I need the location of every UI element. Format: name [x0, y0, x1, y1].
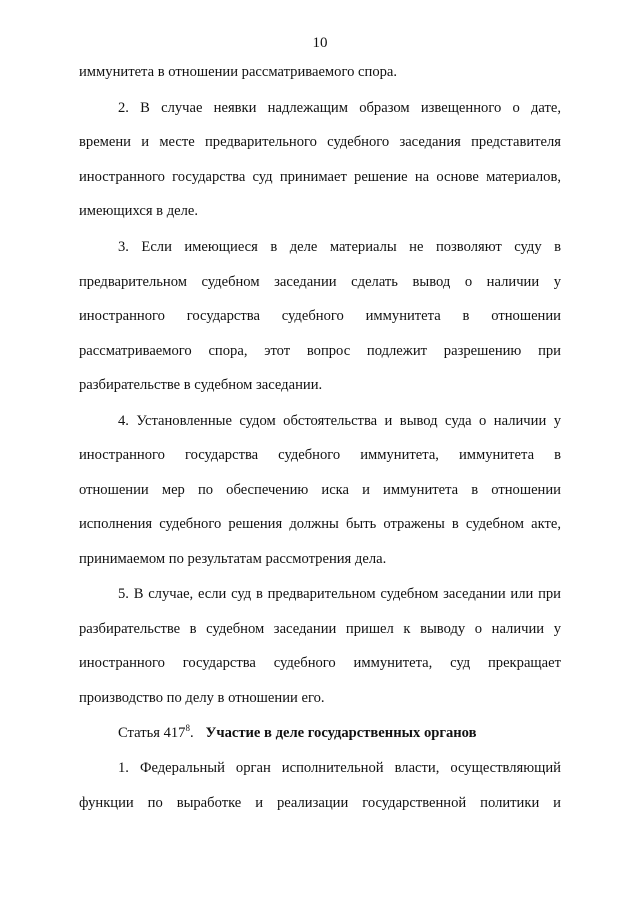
- article-number: Статья 417: [118, 725, 186, 741]
- paragraph-line: времени и месте предварительного судебного заседания представителя: [79, 134, 561, 150]
- paragraph-line: имеющихся в деле.: [79, 203, 199, 219]
- paragraph-line: иностранного государства суд принимает решение на основе материалов,: [79, 169, 561, 185]
- paragraph-line: иммунитета в отношении рассматриваемого спора.: [79, 64, 398, 80]
- paragraph-line: исполнения судебного решения должны быть отражены в судебном акте,: [79, 516, 561, 532]
- paragraph-line: 1. Федеральный орган исполнительной власти, осуществляющий: [118, 760, 561, 776]
- paragraph-line: 2. В случае неявки надлежащим образом извещенного о дате,: [118, 100, 561, 116]
- paragraph-line: функции по выработке и реализации государственной политики и: [79, 795, 561, 811]
- article-heading: [118, 724, 477, 742]
- paragraph-line: 5. В случае, если суд в предварительном судебном заседании или при: [118, 586, 561, 602]
- article-title: Участие в деле государственных органов: [205, 725, 477, 741]
- paragraph-line: разбирательстве в судебном заседании.: [79, 377, 323, 393]
- page-number: 10: [312, 35, 328, 51]
- paragraph-line: иностранного государства судебного иммунитета в отношении: [79, 308, 561, 324]
- paragraph-line: принимаемом по результатам рассмотрения дела.: [79, 551, 387, 567]
- paragraph-line: предварительном судебном заседании сделать вывод о наличии у: [79, 274, 561, 290]
- paragraph-line: иностранного государства судебного иммунитета, суд прекращает: [79, 655, 561, 671]
- paragraph-line: 3. Если имеющиеся в деле материалы не позволяют суду в: [118, 239, 561, 255]
- paragraph-line: производство по делу в отношении его.: [79, 690, 325, 706]
- paragraph-line: отношении мер по обеспечению иска и иммунитета в отношении: [79, 482, 561, 498]
- paragraph-line: 4. Установленные судом обстоятельства и вывод суда о наличии у: [118, 413, 561, 429]
- paragraph-line: иностранного государства судебного иммунитета, иммунитета в: [79, 447, 561, 463]
- article-number-dot: .: [189, 725, 194, 741]
- article-number-superscript: 8: [185, 723, 190, 734]
- paragraph-line: разбирательстве в судебном заседании пришел к выводу о наличии у: [79, 621, 561, 637]
- paragraph-line: рассматриваемого спора, этот вопрос подлежит разрешению при: [79, 343, 561, 359]
